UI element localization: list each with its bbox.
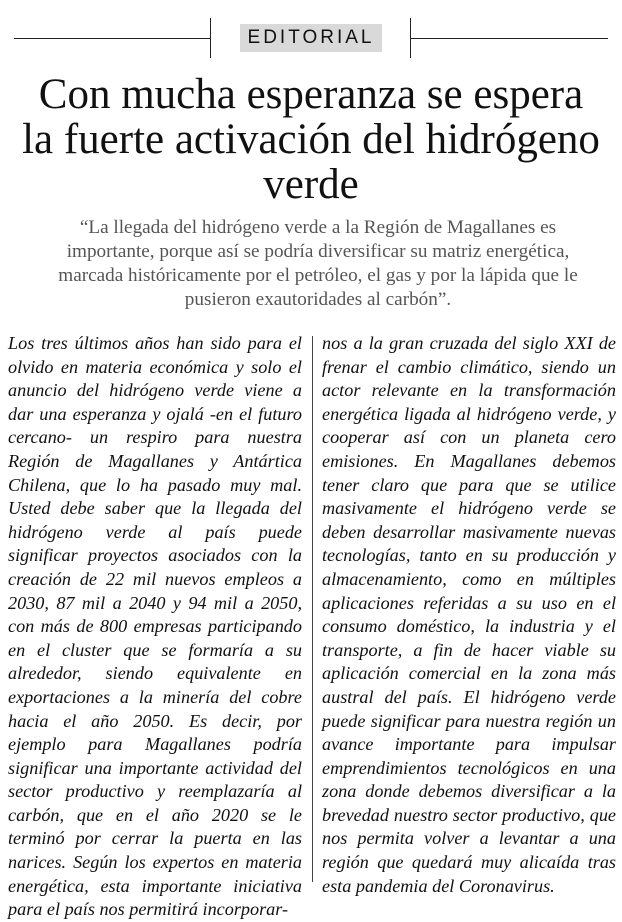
header-rule-right bbox=[410, 38, 608, 39]
headline: Con mucha esperanza se espera la fuerte activación del hidrógeno verde bbox=[22, 71, 600, 208]
header-rule-left-end bbox=[210, 18, 211, 58]
section-header bbox=[14, 18, 608, 58]
body-column-right: nos a la gran cruzada del siglo XXI de frenar el cambio climático, siendo un actor relevante en la transformación energética ligada al hidrógeno verde, y cooperar así con un planeta cero emisiones. En Magallanes debemos tener claro que para que se utilice masivamente el hidrógeno verde se deben desarrollar masivamente nuevas tecnologías, tanto en su producción y almacenamiento, como en múltiples aplicaciones referidas a su uso en el consumo doméstico, la industria y el transporte, a fin de hacer viable su aplicación comercial en la zona más austral del país. El hidrógeno verde puede significar para nuestra región un avance importante para impulsar emprendimientos tecnológicos en una zona donde debemos diversificar a la brevedad nuestro sector productivo, que nos permita volver a levantar a una región que quedará muy alicaída tras esta pandemia del Coronavirus. bbox=[322, 333, 616, 896]
lead-quote: “La llegada del hidrógeno verde a la Región de Magallanes es importante, porque así se podría diversificar su matriz energética, marcada históricamente por el petróleo, el gas y por la lápida que le pusieron exautoridades al carbón”. bbox=[58, 217, 578, 310]
header-rule-left bbox=[14, 38, 210, 39]
column-divider bbox=[312, 336, 313, 882]
section-label: EDITORIAL bbox=[240, 24, 382, 52]
body-column-left: Los tres últimos años han sido para el olvido en materia económica y solo el anuncio del hidrógeno verde viene a dar una esperanza y ojalá -en el futuro cercano- un respiro para nuestra Región de Magallanes y Antártica Chilena, que lo ha pasado muy mal. Usted debe saber que la llegada del hidrógeno verde al país puede significar proyectos asociados con la creación de 22 mil nuevos empleos a 2030, 87 mil a 2040 y 94 mil a 2050, con más de 800 empresas participando en el cluster que se formaría a su alrededor, siendo equivalente en exportaciones a la minería del cobre hacia el año 2050. Es decir, por ejemplo para Magallanes podría significar una importante actividad del sector productivo y reemplazaría al carbón, que en el año 2020 se le terminó por cerrar la puerta en las narices. Según los expertos en materia energética, esta importante iniciativa para el país nos permitirá incorporar- bbox=[8, 333, 302, 920]
